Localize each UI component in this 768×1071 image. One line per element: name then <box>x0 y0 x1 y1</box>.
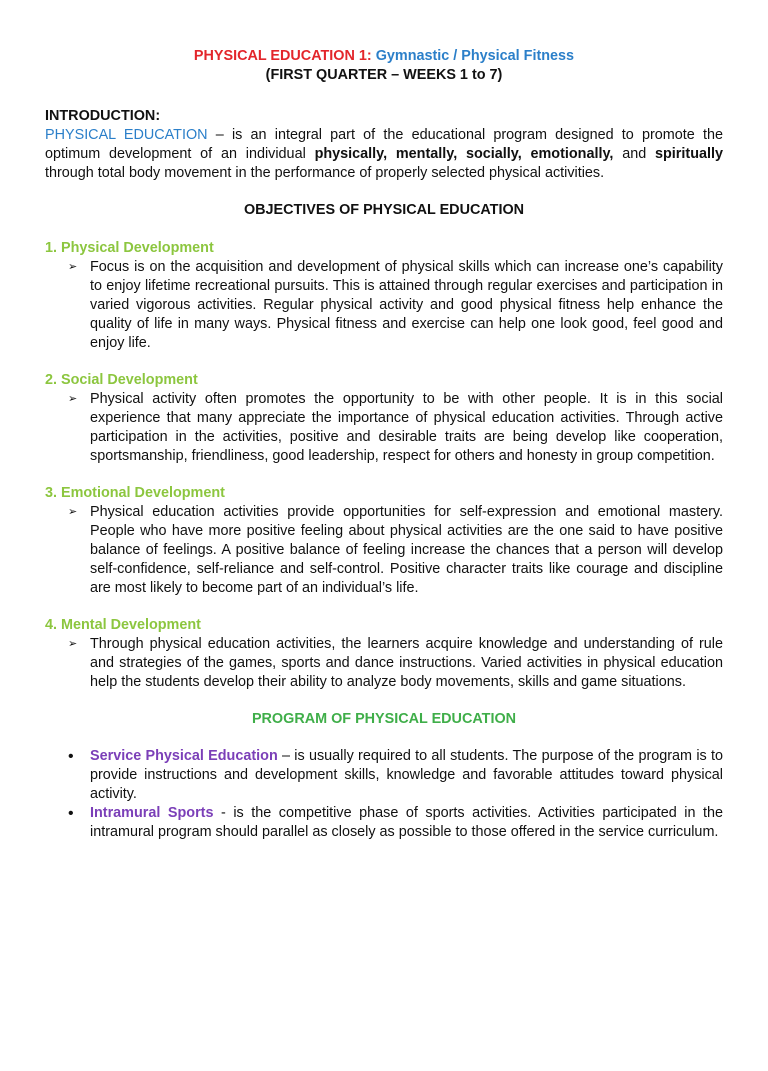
objective-title-physical: 1. Physical Development <box>45 240 214 256</box>
program-heading: PROGRAM OF PHYSICAL EDUCATION <box>251 711 517 727</box>
objective-title-social: 2. Social Development <box>45 372 198 388</box>
program-item-intramural <box>68 804 723 842</box>
objective-item-mental <box>68 635 723 692</box>
document-title <box>45 47 723 66</box>
program-list <box>45 747 723 842</box>
introduction-paragraph <box>45 126 723 183</box>
objective-item-physical <box>68 258 723 353</box>
document-page <box>0 47 768 1071</box>
intro-text-3: through total body movement in the performance of properly selected physical activities. <box>45 165 605 181</box>
intro-term: PHYSICAL EDUCATION <box>45 127 208 143</box>
objective-text-physical: Focus is on the acquisition and development of physical skills which can increase one’s capability to enjoy lifetime recreational pursuits. This is attained through regular exercises and participation in varied vigorous activities. Regular physical activity and good physical fitness help enhance the quality of life in many ways. Physical fitness and exercise can help one look good, feel good and enjoy life. <box>90 259 723 351</box>
arrow-bullet-icon: ➢ <box>68 261 78 273</box>
introduction-heading: INTRODUCTION: <box>45 108 161 124</box>
objective-text-emotional: Physical education activities provide opportunities for self-expression and emotional mastery. People who have more positive feeling about physical activities are the one said to have positive balance of feelings. A positive balance of feeling increase the chances that a person will develop self-confidence, self-reliance and self-control. Positive character traits like courage and discipline are most likely to become part of an individual’s life. <box>90 504 723 596</box>
dot-bullet-icon <box>68 804 90 842</box>
program-text-intramural <box>90 804 723 842</box>
objective-text-mental: Through physical education activities, the learners acquire knowledge and understanding of rule and strategies of the games, sports and dance instructions. Varied activities in physical education help the students develop their ability to analyze body movements, skills and game situations. <box>90 636 723 690</box>
objective-title-mental: 4. Mental Development <box>45 617 201 633</box>
program-item-service <box>68 747 723 804</box>
intro-text-1: – is an integral part of the educational program designed to promote the optimum development of an individual <box>45 127 723 162</box>
program-term-intramural: Intramural Sports <box>90 805 214 821</box>
document-subtitle: (FIRST QUARTER – WEEKS 1 to 7) <box>265 67 503 83</box>
objective-item-social <box>68 390 723 466</box>
objective-item-emotional <box>68 503 723 598</box>
program-term-service: Service Physical Education <box>90 748 278 764</box>
objective-title-emotional: 3. Emotional Development <box>45 485 225 501</box>
title-subject: PHYSICAL EDUCATION 1: <box>193 48 372 64</box>
intro-text-2: and <box>613 146 656 162</box>
title-topic: Gymnastic / Physical Fitness <box>375 48 575 64</box>
arrow-bullet-icon: ➢ <box>68 393 78 405</box>
intro-bold-2: spiritually <box>655 146 723 162</box>
arrow-bullet-icon: ➢ <box>68 638 78 650</box>
program-text-service <box>90 747 723 804</box>
dot-bullet-icon <box>68 747 90 804</box>
program-desc-service: – is usually required to all students. The purpose of the program is to provide instructions and development skills, knowledge and favorable attitudes toward physical activity. <box>90 748 723 802</box>
objectives-heading: OBJECTIVES OF PHYSICAL EDUCATION <box>243 202 525 218</box>
objective-text-social: Physical activity often promotes the opportunity to be with other people. It is in this social experience that many appreciate the importance of physical education activities. Through active participation in the activities, positive and desirable traits are being develop like cooperation, sportsmanship, friendliness, good leadership, respect for others and honesty in group competition. <box>90 391 723 464</box>
program-desc-intramural: - is the competitive phase of sports activities. Activities participated in the intramural program should parallel as closely as possible to those offered in the service curriculum. <box>90 805 723 840</box>
intro-bold-1: physically, mentally, socially, emotionally, <box>314 146 614 162</box>
arrow-bullet-icon: ➢ <box>68 506 78 518</box>
